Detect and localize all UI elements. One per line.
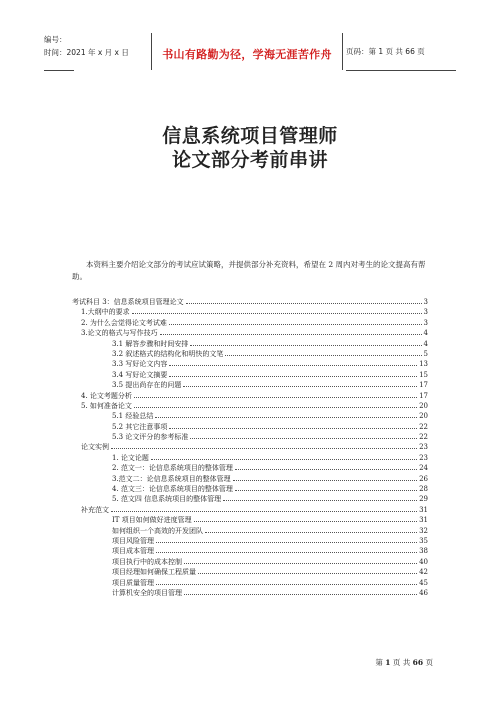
toc-entry-label: 论文实例	[81, 443, 109, 452]
toc-leader-dots	[186, 296, 422, 304]
toc-leader-dots	[155, 410, 417, 418]
toc-entry[interactable]	[72, 338, 428, 348]
header-meta	[44, 33, 144, 59]
toc-entry-page: 3	[423, 308, 428, 317]
document-title: 信息系统项目管理师	[162, 125, 338, 147]
toc-entry-label: 4. 范文三：论信息系统项目的整体管理	[112, 485, 233, 494]
toc-entry-page: 38	[419, 547, 428, 556]
toc-leader-dots	[156, 535, 417, 543]
toc-leader-dots	[169, 317, 422, 325]
toc-entry-label: 项目风险管理	[112, 536, 154, 545]
toc-entry[interactable]	[72, 587, 428, 597]
toc-entry-page: 35	[419, 536, 428, 545]
toc-entry-page: 20	[419, 401, 428, 410]
toc-entry-page: 31	[419, 505, 428, 514]
toc-entry[interactable]	[72, 493, 428, 503]
toc-entry-page: 4	[423, 339, 428, 348]
toc-leader-dots	[183, 379, 417, 387]
motto-text: 书山有路勤为径，学海无涯苦作舟	[162, 48, 332, 61]
toc-entry-page: 32	[419, 526, 428, 535]
toc-entry[interactable]	[72, 514, 428, 524]
header-motto-box	[151, 33, 343, 70]
toc-entry-label: 1. 论文论题	[112, 453, 149, 462]
toc-leader-dots	[156, 577, 417, 585]
toc-entry-label: 3.1 解答步骤和时间安排	[112, 339, 189, 348]
toc-entry-page: 17	[419, 391, 428, 400]
toc-entry[interactable]	[72, 390, 428, 400]
toc-leader-dots	[184, 587, 417, 595]
toc-entry[interactable]	[72, 317, 428, 327]
toc-entry-label: IT 项目如何做好进度管理	[112, 516, 192, 525]
toc-entry[interactable]	[72, 431, 428, 441]
toc-entry-page: 23	[419, 443, 428, 452]
page-header	[44, 33, 458, 73]
toc-entry-label: 5.3 论文评分的参考标准	[112, 433, 189, 442]
toc-entry[interactable]	[72, 348, 428, 358]
toc-entry[interactable]	[72, 504, 428, 514]
toc-entry-label: 3.2 叙述格式的结构化和明快的文笔	[112, 349, 224, 358]
toc-entry-label: 5. 如何准备论文	[81, 401, 132, 410]
toc-entry-label: 项目执行中的成本控制	[112, 557, 182, 566]
toc-entry[interactable]	[72, 545, 428, 555]
toc-entry-page: 5	[423, 349, 428, 358]
document-subtitle: 论文部分考前串讲	[171, 149, 328, 171]
toc-entry-page: 23	[419, 453, 428, 462]
toc-leader-dots	[169, 369, 417, 377]
toc-leader-dots	[156, 545, 417, 553]
footer-middle: 页 共	[390, 658, 413, 667]
toc-leader-dots	[111, 504, 417, 512]
footer-current-page: 1	[385, 658, 391, 667]
toc-entry-label: 5.1 经验总结	[112, 412, 154, 421]
toc-entry-page: 24	[419, 464, 428, 473]
toc-entry[interactable]	[72, 441, 428, 451]
page-footer	[0, 657, 433, 668]
toc-entry-label: 1.大纲中的要求	[81, 308, 130, 317]
toc-entry-label: 如何组织一个高效的开发团队	[112, 526, 203, 535]
toc-leader-dots	[223, 493, 417, 501]
toc-leader-dots	[169, 358, 417, 366]
toc-entry[interactable]	[72, 483, 428, 493]
toc-entry-page: 22	[419, 422, 428, 431]
header-rule-right	[346, 70, 456, 71]
toc-leader-dots	[194, 514, 417, 522]
toc-entry-page: 20	[419, 412, 428, 421]
toc-entry-page: 17	[419, 381, 428, 390]
toc-entry[interactable]	[72, 296, 428, 306]
toc-leader-dots	[198, 566, 417, 574]
toc-leader-dots	[205, 525, 417, 533]
toc-entry-label: 项目经理如何确保工程质量	[112, 568, 196, 577]
toc-entry[interactable]	[72, 525, 428, 535]
toc-leader-dots	[190, 431, 417, 439]
page-info-text: 页码：第 1 页 共 66 页	[346, 47, 425, 56]
toc-entry-page: 40	[419, 557, 428, 566]
toc-entry-label: 项目成本管理	[112, 547, 154, 556]
toc-leader-dots	[190, 338, 421, 346]
toc-entry[interactable]	[72, 379, 428, 389]
toc-leader-dots	[160, 327, 422, 335]
intro-paragraph: 本资料主要介绍论文部分的考试应试策略，并提供部分补充资料，希望在 2 周内对考生的论文提高有帮助。	[72, 260, 426, 281]
toc-entry-page: 29	[419, 495, 428, 504]
toc-entry-label: 2. 范文一：论信息系统项目的整体管理	[112, 464, 233, 473]
toc-entry-label: 3.论文的格式与写作技巧	[81, 329, 158, 338]
toc-entry-page: 3	[423, 318, 428, 327]
toc-entry[interactable]	[72, 473, 428, 483]
toc-entry-label: 5. 范文四 信息系统项目的整体管理	[112, 495, 222, 504]
toc-entry[interactable]	[72, 327, 428, 337]
header-page-info	[346, 46, 425, 57]
toc-entry-label: 5.2 其它注意事项	[112, 422, 168, 431]
toc-entry-page: 4	[423, 329, 428, 338]
toc-leader-dots	[132, 306, 422, 314]
toc-leader-dots	[151, 452, 417, 460]
toc-entry[interactable]	[72, 400, 428, 410]
toc-entry[interactable]	[72, 566, 428, 576]
toc-leader-dots	[134, 400, 417, 408]
toc-entry[interactable]	[72, 535, 428, 545]
toc-entry[interactable]	[72, 306, 428, 316]
toc-entry[interactable]	[72, 369, 428, 379]
toc-entry-page: 22	[419, 433, 428, 442]
table-of-contents	[72, 296, 428, 597]
toc-entry-label: 项目质量管理	[112, 578, 154, 587]
toc-entry-label: 3.3 写好论文内容	[112, 360, 168, 369]
time-label: 时间：2021 年 x 月 x 日	[44, 48, 129, 57]
toc-leader-dots	[134, 390, 417, 398]
toc-entry-page: 26	[419, 474, 428, 483]
toc-leader-dots	[184, 556, 417, 564]
footer-total-pages: 66	[412, 658, 424, 667]
toc-entry-label: 3.4 写好论文摘要	[112, 370, 168, 379]
toc-entry-label: 3.5 提出尚存在的问题	[112, 381, 182, 390]
toc-entry-label: 计算机安全的项目管理	[112, 588, 182, 597]
footer-suffix: 页	[423, 658, 433, 667]
toc-entry[interactable]	[72, 421, 428, 431]
toc-entry[interactable]	[72, 410, 428, 420]
toc-entry-label: 补充范文	[81, 505, 109, 514]
toc-entry-page: 45	[419, 578, 428, 587]
toc-entry[interactable]	[72, 462, 428, 472]
toc-entry-label: 考试科目 3：信息系统项目管理论文	[72, 298, 184, 306]
toc-entry-label: 4. 论文考题分析	[81, 391, 132, 400]
toc-leader-dots	[111, 441, 417, 449]
toc-entry-label: 3.范文二：论信息系统项目的整体管理	[112, 474, 231, 483]
toc-entry-page: 3	[423, 298, 428, 306]
header-rule-left	[44, 70, 74, 71]
toc-entry-page: 15	[419, 370, 428, 379]
toc-entry-page: 46	[419, 588, 428, 597]
toc-leader-dots	[169, 421, 417, 429]
toc-entry-page: 13	[419, 360, 428, 369]
toc-entry-page: 28	[419, 485, 428, 494]
number-label: 编号：	[44, 35, 67, 44]
toc-entry[interactable]	[72, 577, 428, 587]
footer-prefix: 第	[375, 658, 386, 667]
toc-leader-dots	[233, 473, 417, 481]
toc-entry[interactable]	[72, 452, 428, 462]
toc-entry-page: 31	[419, 516, 428, 525]
toc-entry[interactable]	[72, 556, 428, 566]
toc-leader-dots	[235, 462, 417, 470]
toc-entry[interactable]	[72, 358, 428, 368]
toc-entry-page: 42	[419, 568, 428, 577]
toc-entry-label: 2. 为什么会觉得论文考试难	[81, 318, 167, 327]
toc-leader-dots	[225, 348, 421, 356]
toc-leader-dots	[235, 483, 417, 491]
